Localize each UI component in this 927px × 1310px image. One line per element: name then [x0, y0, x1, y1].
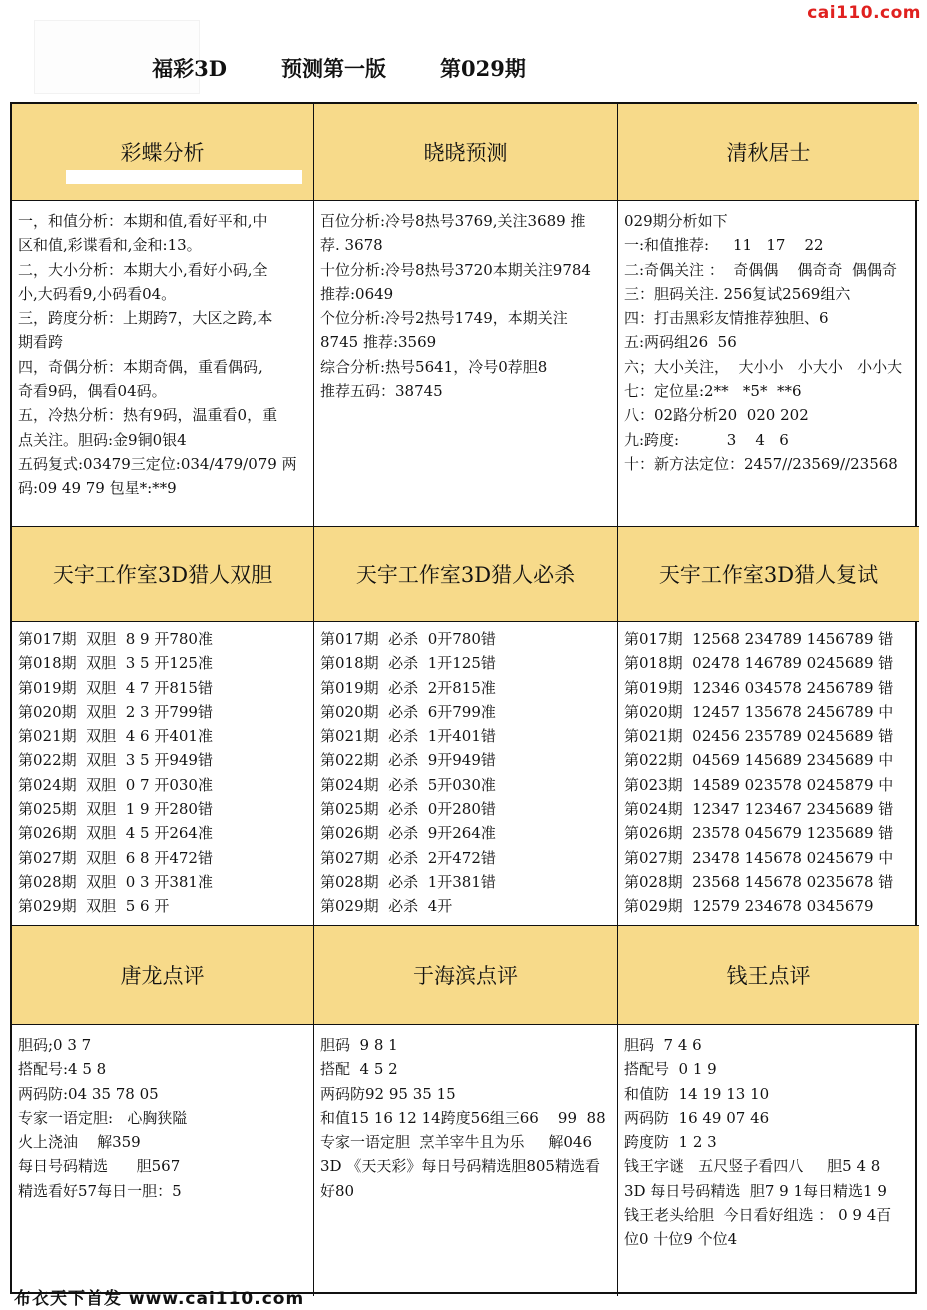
text-line: 第021期 双胆 4 6 开401准 [18, 727, 213, 746]
section-header-label: 晓晓预测 [423, 141, 508, 165]
text-line: 一，和值分析：本期和值,看好平和,中 [18, 212, 268, 230]
text-line: 火上浇油 解359 [18, 1133, 141, 1152]
text-line: 综合分析:热号5641，冷号0荐胆8 [320, 357, 548, 376]
text-line: 第028期 23568 145678 0235678 错 [624, 872, 894, 891]
text-line: 两码防:04 35 78 05 [18, 1084, 159, 1103]
text-line: 第027期 双胆 6 8 开472错 [18, 848, 213, 867]
text-line: 搭配号 0 1 9 [624, 1060, 717, 1079]
text-line: 第025期 双胆 1 9 开280错 [18, 800, 213, 819]
text-line: 第022期 必杀 9开949错 [320, 751, 496, 770]
text-line: 五:两码组26 56 [624, 333, 737, 352]
section-body [314, 1025, 618, 1296]
text-line: 好80 [320, 1181, 355, 1200]
section-header-label: 清秋居士 [726, 141, 811, 165]
section-header [618, 527, 919, 622]
text-line: 三，跨度分析：上期跨7，大区之跨,本 [18, 309, 273, 328]
text-line: 九:跨度: 3 4 6 [624, 430, 789, 449]
text-line: 第029期 双胆 5 6 开 [18, 897, 170, 916]
text-line: 第027期 必杀 2开472错 [320, 848, 496, 867]
section-body [618, 201, 919, 527]
text-line: 跨度防 1 2 3 [624, 1133, 717, 1152]
text-line: 第021期 02456 235789 0245689 错 [624, 727, 894, 746]
text-line: 第018期 02478 146789 0245689 错 [624, 654, 894, 673]
text-line: 第027期 23478 145678 0245679 中 [624, 848, 894, 867]
text-line: 第026期 必杀 9开264准 [320, 824, 496, 843]
text-line: 四：打击黑彩友情推荐独胆、6 [624, 309, 829, 328]
page-title [10, 48, 668, 88]
text-line: 每日号码精选 胆567 [18, 1157, 181, 1176]
text-line: 百位分析:冷号8热号3769,关注3689 推 [320, 212, 586, 230]
text-line: 钱王字谜 五尺竖子看四八 胆5 4 8 [624, 1157, 881, 1176]
site-watermark: cai110.com [807, 3, 921, 23]
blank-patch [66, 170, 302, 184]
text-line: 第018期 必杀 1开125错 [320, 654, 496, 673]
text-line: 第019期 必杀 2开815准 [320, 678, 496, 697]
text-line: 奇看9码，偶看04码。 [18, 382, 167, 401]
text-line: 第022期 双胆 3 5 开949错 [18, 751, 213, 770]
section-header [314, 104, 618, 201]
section-header [12, 527, 314, 622]
text-line: 第020期 双胆 2 3 开799错 [18, 702, 213, 721]
text-line: 第025期 必杀 0开280错 [320, 800, 496, 819]
text-line: 二，大小分析：本期大小,看好小码,全 [18, 260, 268, 279]
text-line: 8745 推荐:3569 [320, 333, 437, 352]
text-line: 钱王老头给胆 今日看好组选 ： 0 9 4百 [624, 1206, 892, 1225]
text-line: 和值防 14 19 13 10 [624, 1084, 770, 1103]
text-line: 小,大码看9,小码看04。 [18, 284, 177, 303]
section-header-label: 钱王点评 [726, 964, 811, 988]
text-line: 专家一语定胆: 心胸狭隘 [18, 1108, 188, 1127]
section-body [618, 622, 919, 926]
text-line: 第023期 14589 023578 0245879 中 [624, 775, 894, 794]
text-line: 第020期 必杀 6开799准 [320, 702, 496, 721]
section-header-label: 天宇工作室3D猎人必杀 [355, 563, 576, 587]
footer-credit: 布衣天下首发 www.cai110.com [14, 1289, 305, 1309]
text-line: 五码复式:03479三定位:034/479/079 两 [18, 454, 297, 473]
text-line: 胆码 7 4 6 [624, 1036, 702, 1054]
text-line: 六；大小关注， 大小小 小大小 小小大 [624, 357, 903, 376]
text-line: 两码防 16 49 07 46 [624, 1108, 770, 1127]
text-line: 搭配号:4 5 8 [18, 1060, 107, 1079]
text-line: 专家一语定胆 烹羊宰牛且为乐 解046 [320, 1133, 593, 1152]
text-line: 七：定位星:2** *5* **6 [624, 382, 802, 401]
text-line: 第017期 必杀 0开780错 [320, 630, 496, 648]
section-body [12, 201, 314, 527]
text-line: 一:和值推荐: 11 17 22 [624, 236, 824, 255]
text-line: 第028期 双胆 0 3 开381准 [18, 872, 213, 891]
text-line: 第018期 双胆 3 5 开125准 [18, 654, 213, 673]
text-line: 第017期 双胆 8 9 开780准 [18, 630, 213, 648]
text-line: 第021期 必杀 1开401错 [320, 727, 496, 746]
section-header [618, 926, 919, 1025]
text-line: 四，奇偶分析：本期奇偶，重看偶码, [18, 357, 263, 376]
text-line: 十位分析:冷号8热号3720本期关注9784 [320, 260, 591, 279]
text-line: 第026期 双胆 4 5 开264准 [18, 824, 213, 843]
text-line: 第026期 23578 045679 1235689 错 [624, 824, 894, 843]
section-header [314, 926, 618, 1025]
text-line: 029期分析如下 [624, 212, 728, 230]
text-line: 区和值,彩谍看和,金和:13。 [18, 236, 202, 255]
text-line: 二:奇偶关注 ： 奇偶偶 偶奇奇 偶偶奇 [624, 260, 897, 279]
text-line: 第017期 12568 234789 1456789 错 [624, 630, 894, 648]
text-line: 第024期 12347 123467 2345689 错 [624, 800, 894, 819]
text-line: 第022期 04569 145689 2345689 中 [624, 751, 894, 770]
title-game: 福彩3D [152, 56, 227, 81]
text-line: 八：02路分析20 020 202 [624, 406, 809, 425]
section-header-label: 天宇工作室3D猎人复试 [658, 563, 879, 587]
title-version: 预测第一版 [280, 56, 386, 81]
section-header-label: 唐龙点评 [120, 964, 205, 988]
prediction-table [10, 102, 917, 1294]
text-line: 个位分析:冷号2热号1749，本期关注 [320, 309, 568, 328]
text-line: 荐. 3678 [320, 236, 383, 255]
section-header [618, 104, 919, 201]
text-line: 第019期 12346 034578 2456789 错 [624, 678, 894, 697]
text-line: 第024期 必杀 5开030准 [320, 775, 496, 794]
text-line: 第024期 双胆 0 7 开030准 [18, 775, 213, 794]
text-line: 第020期 12457 135678 2456789 中 [624, 702, 894, 721]
text-line: 第028期 必杀 1开381错 [320, 872, 496, 891]
section-header-label: 天宇工作室3D猎人双胆 [52, 563, 273, 587]
section-body [12, 1025, 314, 1296]
text-line: 十：新方法定位：2457//23569//23568 [624, 454, 898, 473]
text-line: 推荐五码：38745 [320, 382, 443, 401]
section-header [12, 926, 314, 1025]
text-line: 胆码;0 3 7 [18, 1036, 92, 1054]
text-line: 和值15 16 12 14跨度56组三66 99 88 [320, 1108, 606, 1127]
text-line: 五，冷热分析：热有9码，温重看0，重 [18, 406, 278, 425]
text-line: 期看跨 [18, 333, 64, 352]
text-line: 第029期 12579 234678 0345679 [624, 897, 874, 916]
section-header [12, 104, 314, 201]
text-line: 胆码 9 8 1 [320, 1036, 398, 1054]
text-line: 3D 《天天彩》每日号码精选胆805精选看 [320, 1157, 600, 1176]
text-line: 第019期 双胆 4 7 开815错 [18, 678, 213, 697]
section-header [314, 527, 618, 622]
text-line: 三：胆码关注. 256复试2569组六 [624, 284, 851, 303]
text-line: 搭配 4 5 2 [320, 1060, 398, 1079]
section-header-label: 于海滨点评 [413, 964, 518, 988]
text-line: 3D 每日号码精选 胆7 9 1每日精选1 9 [624, 1181, 887, 1200]
section-body [618, 1025, 919, 1296]
section-body [314, 622, 618, 926]
title-issue: 第029期 [439, 56, 526, 81]
text-line: 码:09 49 79 包星*:**9 [18, 479, 177, 498]
section-header-label: 彩蝶分析 [120, 141, 205, 165]
text-line: 位0 十位9 个位4 [624, 1230, 738, 1249]
text-line: 精选看好57每日一胆：5 [18, 1181, 182, 1200]
section-body [314, 201, 618, 527]
text-line: 两码防92 95 35 15 [320, 1084, 456, 1103]
text-line: 第029期 必杀 4开 [320, 897, 453, 916]
text-line: 点关注。胆码:金9铜0银4 [18, 430, 187, 449]
section-body [12, 622, 314, 926]
text-line: 推荐:0649 [320, 284, 394, 303]
